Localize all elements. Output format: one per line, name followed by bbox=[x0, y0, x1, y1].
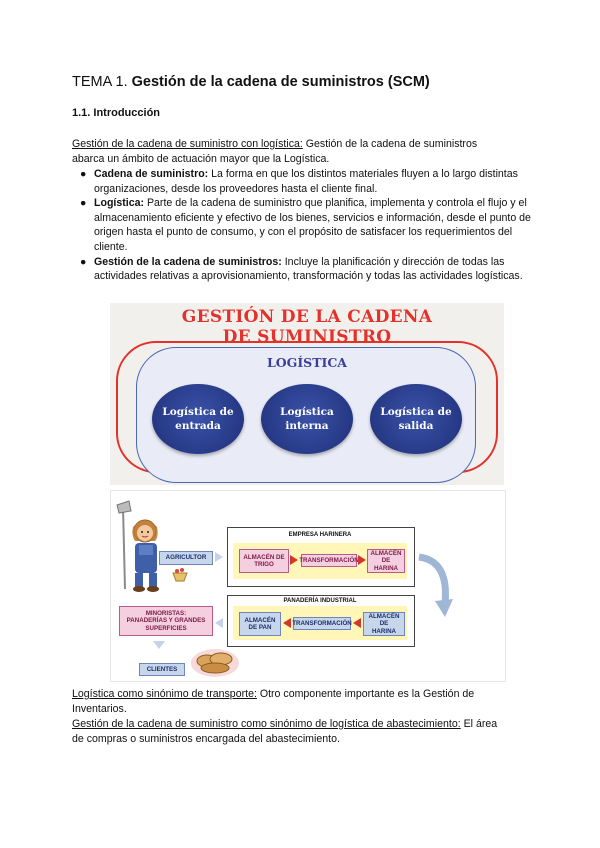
arrow-left-icon bbox=[283, 618, 291, 628]
wheat-basket-icon bbox=[169, 565, 191, 583]
bullet-term: Cadena de suministro: bbox=[94, 168, 209, 180]
footer-paragraph-2 bbox=[72, 717, 532, 746]
almacen-harina-box-2: ALMACÉN DE HARINA bbox=[363, 612, 405, 636]
footer-p2-line2: de compras o suministros encargada del abastecimiento. bbox=[72, 732, 340, 745]
oval-label: Logística interna bbox=[280, 406, 334, 432]
transformacion-box-1: TRANSFORMACIÓN bbox=[301, 554, 357, 567]
bread-supply-flow-diagram bbox=[110, 490, 506, 682]
curved-arrow-icon bbox=[415, 551, 455, 623]
list-item bbox=[72, 196, 532, 254]
clientes-box: CLIENTES bbox=[139, 663, 185, 676]
footer-p2-underlined: Gestión de la cadena de suministro como sinónimo de logística de abastecimiento: bbox=[72, 718, 461, 730]
title-main: Gestión de la cadena de suministros (SCM) bbox=[131, 74, 430, 90]
farmer-illustration bbox=[115, 497, 167, 593]
page-title bbox=[72, 74, 430, 90]
bread-basket-icon bbox=[189, 643, 241, 679]
footer-p1-line2: Inventarios. bbox=[72, 702, 127, 715]
panaderia-title: PANADERÍA INDUSTRIAL bbox=[283, 598, 357, 604]
logistics-label: LOGÍSTICA bbox=[266, 355, 348, 370]
almacen-pan-box: ALMACÉN DE PAN bbox=[239, 612, 281, 636]
almacen-trigo-box: ALMACÉN DE TRIGO bbox=[239, 549, 289, 573]
bullet-icon: ● bbox=[80, 255, 87, 268]
agricultor-box: AGRICULTOR bbox=[159, 551, 213, 565]
bullet-text: Incluye la planificación y dirección de todas las actividades relativas a aprovisionamiento, transformación y todas las actividades logísticas. bbox=[94, 255, 523, 283]
oval-label: Logística de salida bbox=[380, 406, 452, 432]
oval-label: Logística de entrada bbox=[162, 406, 234, 432]
arrow-left-icon bbox=[215, 618, 223, 628]
list-item bbox=[72, 167, 532, 196]
definition-list bbox=[72, 167, 532, 284]
bullet-term: Logística: bbox=[94, 197, 145, 210]
footer-p1-rest: Otro componente importante es la Gestión de bbox=[256, 688, 475, 700]
bullet-icon: ● bbox=[80, 168, 87, 180]
intro-paragraph bbox=[72, 137, 532, 166]
intro-line2: abarca un ámbito de actuación mayor que la Logística. bbox=[72, 152, 330, 165]
arrow-right-icon bbox=[358, 555, 366, 565]
bullet-text: La forma en que los distintos materiales fluyen a lo largo distintas organizaciones, desde los proveedores hasta el cliente final. bbox=[94, 168, 518, 195]
inbound-logistics-oval bbox=[152, 384, 244, 454]
outbound-logistics-oval bbox=[370, 384, 462, 454]
bullet-icon: ● bbox=[80, 197, 87, 210]
bullet-term: Gestión de la cadena de suministros: bbox=[94, 255, 282, 268]
arrow-right-icon bbox=[215, 552, 223, 562]
empresa-harinera-title: EMPRESA HARINERA bbox=[288, 532, 352, 538]
intro-line1-rest: Gestión de la cadena de suministros bbox=[302, 138, 478, 150]
transformacion-box-2: TRANSFORMACIÓN bbox=[293, 617, 351, 630]
footer-p2-rest: El área bbox=[460, 718, 498, 730]
diagram-header-line1: GESTIÓN DE LA CADENA bbox=[181, 307, 433, 327]
arrow-left-icon bbox=[353, 618, 361, 628]
list-item bbox=[72, 255, 532, 284]
diagram-header-line2: DE SUMINISTRO bbox=[222, 327, 392, 347]
footer-paragraph-1 bbox=[72, 687, 532, 716]
minoristas-box: MINORISTAS: PANADERÍAS Y GRANDES SUPERFICIES bbox=[119, 606, 213, 636]
supply-chain-diagram bbox=[110, 303, 504, 485]
footer-p1-underlined: Logística como sinónimo de transporte: bbox=[72, 688, 257, 700]
internal-logistics-oval bbox=[261, 384, 353, 454]
bullet-text: Parte de la cadena de suministro que planifica, implementa y controla el flujo y el almacenamiento eficiente y efectivo de los bienes, servicios e información, desde el punto de origen hasta el punto de consumo, y con el propósito de satisfacer los requerimientos del cliente. bbox=[94, 197, 531, 253]
title-prefix: TEMA 1. bbox=[72, 74, 132, 90]
arrow-down-icon bbox=[153, 641, 165, 649]
intro-underlined: Gestión de la cadena de suministro con logística: bbox=[72, 138, 303, 150]
arrow-right-icon bbox=[290, 555, 298, 565]
almacen-harina-box-1: ALMACÉN DE HARINA bbox=[367, 549, 405, 573]
section-heading: 1.1. Introducción bbox=[72, 107, 161, 119]
